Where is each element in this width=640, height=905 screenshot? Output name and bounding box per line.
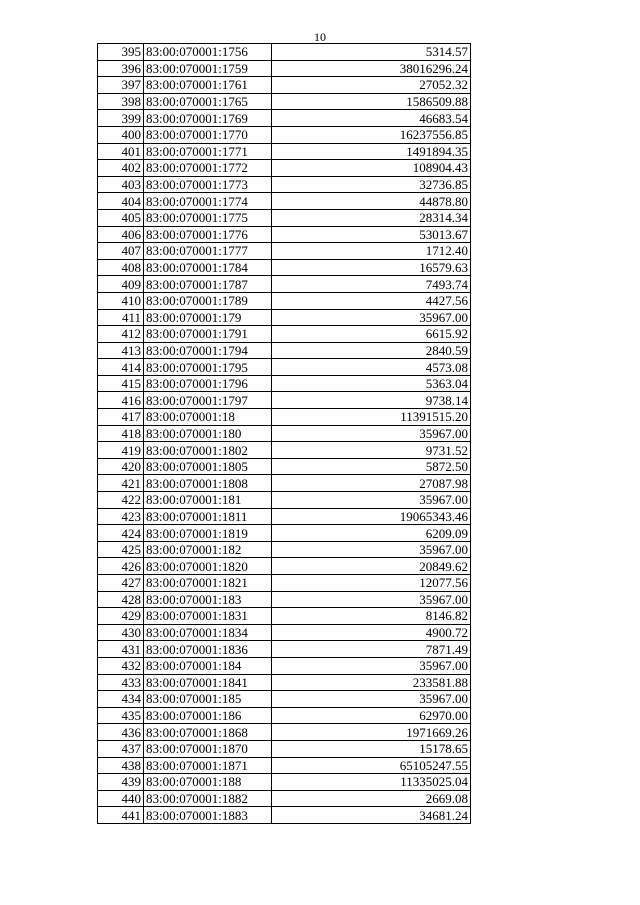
value-cell: 46683.54	[272, 110, 471, 127]
value-cell: 4900.72	[272, 624, 471, 641]
value-cell: 35967.00	[272, 492, 471, 509]
table-row	[98, 591, 471, 608]
row-number-cell: 430	[98, 624, 144, 641]
value-cell: 28314.34	[272, 209, 471, 226]
cadastral-number-cell: 83:00:070001:1820	[144, 558, 272, 575]
value-cell: 27052.32	[272, 77, 471, 94]
value-cell: 233581.88	[272, 674, 471, 691]
table-row	[98, 126, 471, 143]
value-cell: 5872.50	[272, 458, 471, 475]
table-row	[98, 292, 471, 309]
cadastral-number-cell: 83:00:070001:1821	[144, 575, 272, 592]
row-number-cell: 409	[98, 276, 144, 293]
table-row	[98, 193, 471, 210]
value-cell: 1712.40	[272, 243, 471, 260]
value-cell: 8146.82	[272, 608, 471, 625]
row-number-cell: 428	[98, 591, 144, 608]
cadastral-number-cell: 83:00:070001:1777	[144, 243, 272, 260]
cadastral-number-cell: 83:00:070001:1765	[144, 93, 272, 110]
value-cell: 5314.57	[272, 44, 471, 61]
table-row	[98, 492, 471, 509]
table-row	[98, 160, 471, 177]
cadastral-number-cell: 83:00:070001:1759	[144, 60, 272, 77]
cadastral-number-cell: 83:00:070001:1772	[144, 160, 272, 177]
cadastral-number-cell: 83:00:070001:1797	[144, 392, 272, 409]
row-number-cell: 438	[98, 757, 144, 774]
value-cell: 2840.59	[272, 342, 471, 359]
cadastral-number-cell: 83:00:070001:1794	[144, 342, 272, 359]
row-number-cell: 434	[98, 691, 144, 708]
value-cell: 15178.65	[272, 740, 471, 757]
table-row	[98, 259, 471, 276]
row-number-cell: 422	[98, 492, 144, 509]
row-number-cell: 441	[98, 807, 144, 824]
table-row	[98, 558, 471, 575]
row-number-cell: 408	[98, 259, 144, 276]
table-row	[98, 209, 471, 226]
cadastral-number-cell: 83:00:070001:1882	[144, 790, 272, 807]
table-row	[98, 375, 471, 392]
table-row	[98, 77, 471, 94]
row-number-cell: 405	[98, 209, 144, 226]
row-number-cell: 416	[98, 392, 144, 409]
value-cell: 32736.85	[272, 176, 471, 193]
row-number-cell: 414	[98, 359, 144, 376]
value-cell: 16579.63	[272, 259, 471, 276]
cadastral-number-cell: 83:00:070001:1756	[144, 44, 272, 61]
cadastral-number-cell: 83:00:070001:18	[144, 409, 272, 426]
row-number-cell: 397	[98, 77, 144, 94]
row-number-cell: 436	[98, 724, 144, 741]
cadastral-number-cell: 83:00:070001:1834	[144, 624, 272, 641]
cadastral-number-cell: 83:00:070001:1776	[144, 226, 272, 243]
value-cell: 12077.56	[272, 575, 471, 592]
data-table	[97, 43, 471, 824]
table-row	[98, 641, 471, 658]
value-cell: 35967.00	[272, 309, 471, 326]
table-body	[98, 44, 471, 824]
row-number-cell: 439	[98, 774, 144, 791]
table-row	[98, 740, 471, 757]
value-cell: 9731.52	[272, 442, 471, 459]
row-number-cell: 417	[98, 409, 144, 426]
value-cell: 1491894.35	[272, 143, 471, 160]
row-number-cell: 396	[98, 60, 144, 77]
cadastral-number-cell: 83:00:070001:183	[144, 591, 272, 608]
table-row	[98, 541, 471, 558]
row-number-cell: 398	[98, 93, 144, 110]
value-cell: 11391515.20	[272, 409, 471, 426]
cadastral-number-cell: 83:00:070001:1802	[144, 442, 272, 459]
value-cell: 16237556.85	[272, 126, 471, 143]
cadastral-number-cell: 83:00:070001:1770	[144, 126, 272, 143]
table-row	[98, 724, 471, 741]
cadastral-number-cell: 83:00:070001:1831	[144, 608, 272, 625]
value-cell: 108904.43	[272, 160, 471, 177]
table-row	[98, 243, 471, 260]
cadastral-number-cell: 83:00:070001:180	[144, 425, 272, 442]
cadastral-number-cell: 83:00:070001:184	[144, 657, 272, 674]
row-number-cell: 406	[98, 226, 144, 243]
cadastral-number-cell: 83:00:070001:188	[144, 774, 272, 791]
table-row	[98, 624, 471, 641]
value-cell: 6615.92	[272, 326, 471, 343]
cadastral-number-cell: 83:00:070001:1784	[144, 259, 272, 276]
row-number-cell: 410	[98, 292, 144, 309]
row-number-cell: 399	[98, 110, 144, 127]
table-row	[98, 44, 471, 61]
table-row	[98, 93, 471, 110]
value-cell: 62970.00	[272, 707, 471, 724]
row-number-cell: 407	[98, 243, 144, 260]
table-row	[98, 226, 471, 243]
cadastral-number-cell: 83:00:070001:1773	[144, 176, 272, 193]
row-number-cell: 426	[98, 558, 144, 575]
cadastral-number-cell: 83:00:070001:1787	[144, 276, 272, 293]
row-number-cell: 440	[98, 790, 144, 807]
value-cell: 35967.00	[272, 591, 471, 608]
cadastral-number-cell: 83:00:070001:1805	[144, 458, 272, 475]
table-row	[98, 508, 471, 525]
table-row	[98, 790, 471, 807]
value-cell: 11335025.04	[272, 774, 471, 791]
value-cell: 38016296.24	[272, 60, 471, 77]
row-number-cell: 415	[98, 375, 144, 392]
cadastral-number-cell: 83:00:070001:1819	[144, 525, 272, 542]
row-number-cell: 418	[98, 425, 144, 442]
row-number-cell: 421	[98, 475, 144, 492]
row-number-cell: 437	[98, 740, 144, 757]
row-number-cell: 413	[98, 342, 144, 359]
value-cell: 4427.56	[272, 292, 471, 309]
row-number-cell: 395	[98, 44, 144, 61]
value-cell: 27087.98	[272, 475, 471, 492]
table-row	[98, 176, 471, 193]
row-number-cell: 429	[98, 608, 144, 625]
row-number-cell: 404	[98, 193, 144, 210]
table-row	[98, 525, 471, 542]
table-row	[98, 392, 471, 409]
value-cell: 35967.00	[272, 541, 471, 558]
row-number-cell: 427	[98, 575, 144, 592]
table-row	[98, 110, 471, 127]
value-cell: 19065343.46	[272, 508, 471, 525]
table-row	[98, 757, 471, 774]
cadastral-number-cell: 83:00:070001:1868	[144, 724, 272, 741]
cadastral-number-cell: 83:00:070001:1808	[144, 475, 272, 492]
table-row	[98, 359, 471, 376]
cadastral-number-cell: 83:00:070001:182	[144, 541, 272, 558]
row-number-cell: 435	[98, 707, 144, 724]
table-row	[98, 458, 471, 475]
row-number-cell: 425	[98, 541, 144, 558]
value-cell: 53013.67	[272, 226, 471, 243]
row-number-cell: 433	[98, 674, 144, 691]
row-number-cell: 412	[98, 326, 144, 343]
row-number-cell: 423	[98, 508, 144, 525]
value-cell: 20849.62	[272, 558, 471, 575]
value-cell: 35967.00	[272, 425, 471, 442]
page-number: 10	[314, 30, 326, 44]
value-cell: 5363.04	[272, 375, 471, 392]
cadastral-number-cell: 83:00:070001:1775	[144, 209, 272, 226]
cadastral-number-cell: 83:00:070001:1811	[144, 508, 272, 525]
row-number-cell: 432	[98, 657, 144, 674]
value-cell: 2669.08	[272, 790, 471, 807]
value-cell: 1586509.88	[272, 93, 471, 110]
cadastral-number-cell: 83:00:070001:1771	[144, 143, 272, 160]
table-row	[98, 691, 471, 708]
cadastral-number-cell: 83:00:070001:186	[144, 707, 272, 724]
table-row	[98, 707, 471, 724]
cadastral-number-cell: 83:00:070001:185	[144, 691, 272, 708]
table-row	[98, 425, 471, 442]
cadastral-number-cell: 83:00:070001:1761	[144, 77, 272, 94]
row-number-cell: 420	[98, 458, 144, 475]
value-cell: 6209.09	[272, 525, 471, 542]
value-cell: 7493.74	[272, 276, 471, 293]
table-row	[98, 807, 471, 824]
row-number-cell: 431	[98, 641, 144, 658]
value-cell: 7871.49	[272, 641, 471, 658]
cadastral-number-cell: 83:00:070001:181	[144, 492, 272, 509]
row-number-cell: 411	[98, 309, 144, 326]
table-row	[98, 276, 471, 293]
table-row	[98, 774, 471, 791]
cadastral-number-cell: 83:00:070001:1883	[144, 807, 272, 824]
table-row	[98, 657, 471, 674]
table-row	[98, 674, 471, 691]
table-row	[98, 143, 471, 160]
cadastral-number-cell: 83:00:070001:1796	[144, 375, 272, 392]
table-row	[98, 326, 471, 343]
table-row	[98, 442, 471, 459]
value-cell: 35967.00	[272, 657, 471, 674]
value-cell: 1971669.26	[272, 724, 471, 741]
table-row	[98, 309, 471, 326]
row-number-cell: 400	[98, 126, 144, 143]
cadastral-number-cell: 83:00:070001:1769	[144, 110, 272, 127]
value-cell: 44878.80	[272, 193, 471, 210]
cadastral-number-cell: 83:00:070001:1841	[144, 674, 272, 691]
cadastral-number-cell: 83:00:070001:1791	[144, 326, 272, 343]
row-number-cell: 424	[98, 525, 144, 542]
row-number-cell: 403	[98, 176, 144, 193]
value-cell: 4573.08	[272, 359, 471, 376]
table-row	[98, 608, 471, 625]
cadastral-number-cell: 83:00:070001:1871	[144, 757, 272, 774]
row-number-cell: 419	[98, 442, 144, 459]
table-row	[98, 475, 471, 492]
table-row	[98, 342, 471, 359]
row-number-cell: 401	[98, 143, 144, 160]
value-cell: 65105247.55	[272, 757, 471, 774]
table-row	[98, 60, 471, 77]
cadastral-number-cell: 83:00:070001:179	[144, 309, 272, 326]
cadastral-number-cell: 83:00:070001:1774	[144, 193, 272, 210]
cadastral-number-cell: 83:00:070001:1789	[144, 292, 272, 309]
cadastral-number-cell: 83:00:070001:1795	[144, 359, 272, 376]
value-cell: 34681.24	[272, 807, 471, 824]
table-row	[98, 575, 471, 592]
cadastral-number-cell: 83:00:070001:1870	[144, 740, 272, 757]
value-cell: 35967.00	[272, 691, 471, 708]
value-cell: 9738.14	[272, 392, 471, 409]
row-number-cell: 402	[98, 160, 144, 177]
cadastral-number-cell: 83:00:070001:1836	[144, 641, 272, 658]
table-row	[98, 409, 471, 426]
